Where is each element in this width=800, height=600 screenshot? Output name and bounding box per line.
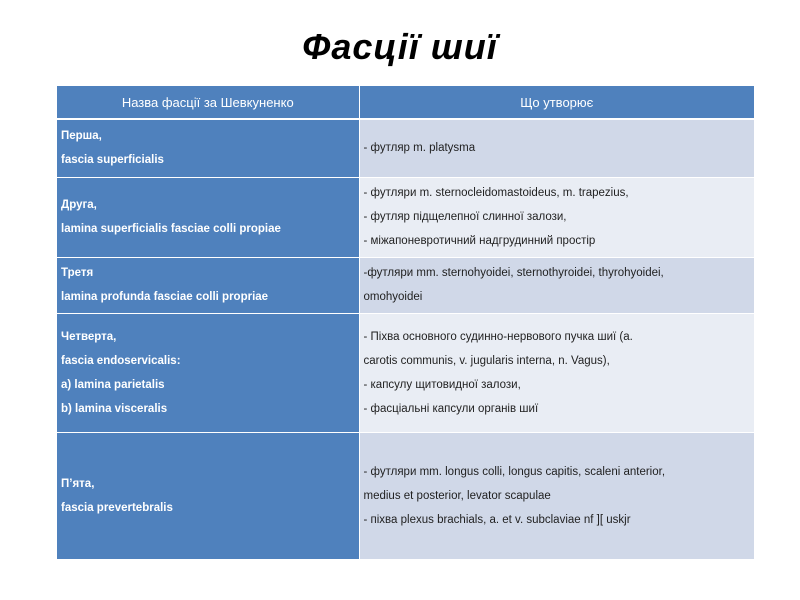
fascia-name-line: fascia prevertebralis [61,501,173,514]
table-row [57,119,754,177]
fascia-content-line: carotis communis, v. jugularis interna, n. Vagus), [363,354,610,367]
fascia-name-line: b) lamina visceralis [61,402,168,415]
fascia-content-cell [359,432,754,559]
fascia-name-cell [57,177,359,257]
table-header-row [57,86,754,119]
fascia-content-line: - футляр m. platysma [363,142,476,155]
fascia-name-line: П’ята, [61,477,95,490]
fascia-name-line: lamina superficialis fasciae colli propiae [61,223,281,235]
fascia-name-line: a) lamina parietalis [61,378,165,391]
fascia-table [57,86,754,560]
fascia-name-line: Друга, [61,199,97,211]
fascia-content-cell [359,177,754,257]
fascia-name-cell [57,313,359,432]
fascia-content-line: - футляри mm. longus colli, longus capitis, scaleni anterior, [363,465,666,478]
fascia-content-line: - футляри m. sternocleidomastoideus, m. trapezius, [363,187,629,199]
fascia-content-cell [359,119,754,177]
fascia-name-line: fascia superficialis [61,154,164,167]
fascia-name-line: Третя [61,267,94,279]
table-row [57,257,754,313]
table-row [57,177,754,257]
fascia-content-cell [359,257,754,313]
slide-title: Фасції шиї [302,26,498,67]
fascia-content-line: - фасціальні капсули органів шиї [363,402,539,415]
fascia-name-line: Перша, [61,130,102,143]
fascia-content-line: - футляр підщелепної слинної залози, [363,211,567,223]
fascia-content-line: - Піхва основного судинно-нервового пучка шиї (a. [363,330,633,343]
fascia-name-cell [57,257,359,313]
fascia-content-cell [359,313,754,432]
fascia-content-line: omohyoidei [363,291,423,303]
fascia-content-line: -футляри mm. sternohyoidei, sternothyroidei, thyrohyoidei, [363,267,664,279]
header-what-forms: Що утворює [359,86,754,119]
fascia-name-line: fascia endoservicalis: [61,354,181,367]
fascia-name-cell [57,119,359,177]
fascia-content-line: - міжапоневротичний надгрудинний простір [363,235,596,247]
table-row [57,313,754,432]
fascia-name-line: Четверта, [61,330,117,343]
table-row [57,432,754,559]
fascia-content-line: - капсулу щитовидної залози, [363,378,521,391]
fascia-name-cell [57,432,359,559]
fascia-content-line: - піхва plexus brachials, a. et v. subclaviae nf ][ uskjr [363,513,631,526]
fascia-name-line: lamina profunda fasciae colli propriae [61,291,269,303]
fascia-content-line: medius et posterior, levator scapulae [363,489,551,502]
header-fascia-name: Назва фасції за Шевкуненко [57,86,359,119]
